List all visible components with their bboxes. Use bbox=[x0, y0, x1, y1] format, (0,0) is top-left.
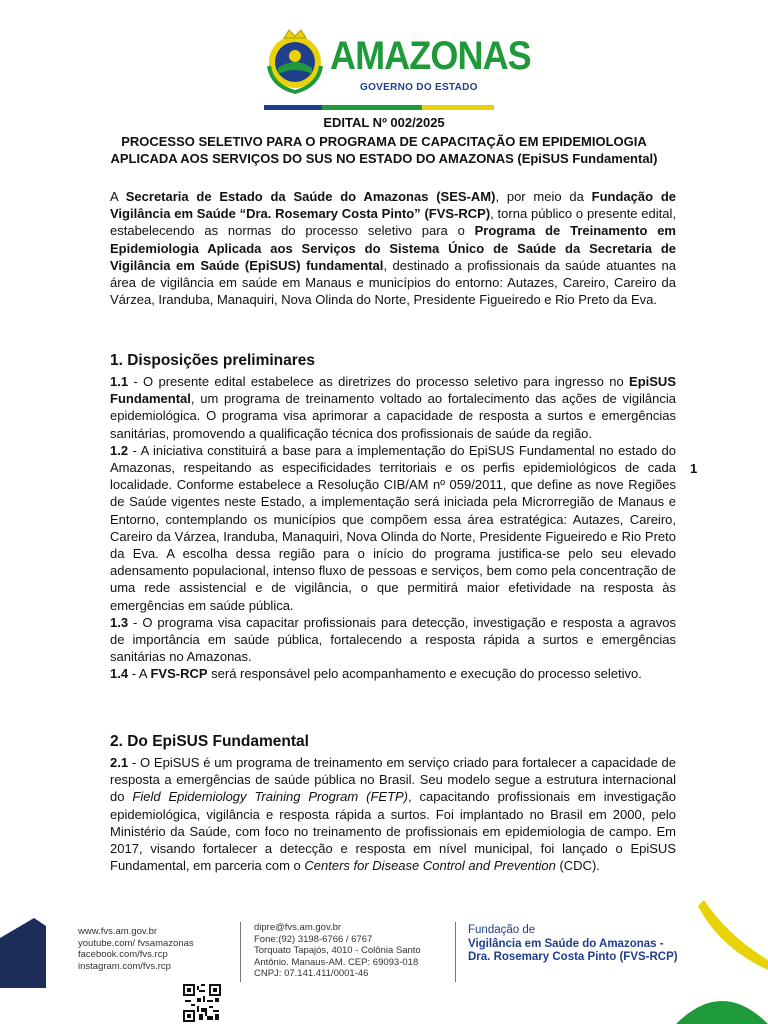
intro-fvs-rcp: Fundação de Vigilância em Saúde “Dra. Rosemary Costa Pinto” (FVS-RCP) bbox=[110, 189, 676, 222]
clause-text: - A bbox=[128, 666, 151, 682]
footer-links bbox=[78, 926, 194, 972]
footer-divider bbox=[455, 922, 456, 982]
clause-italic: Field Epidemiology Training Program (FETP) bbox=[132, 789, 409, 805]
intro-ses-am: Secretaria de Estado da Saúde do Amazonas (SES-AM) bbox=[125, 189, 496, 204]
link-youtube[interactable]: youtube.com/ fvsamazonas bbox=[78, 937, 194, 949]
logo-stripe-green bbox=[322, 105, 422, 110]
clause-text: - O presente edital estabelece as diretrizes do processo seletivo para ingresso no bbox=[128, 374, 630, 389]
contact-phone: Fone:(92) 3198-6766 / 6767 bbox=[254, 933, 373, 945]
clause-text: - A iniciativa constituirá a base para a implementação do EpiSUS Fundamental no estado do Amazonas, respeitando as especificidades territoriais e os perfis epidemiológicos de cada localidade. Conforme estabelece a Resolução CIB/AM nº 059/2011, que define as nove Regiões de Saúde vigentes neste Estado, a implementação será iniciada pela Microrregião de Manaus e Entorno, contemplando os municípios que compõem essa área estratégica: Autazes, Careiro, Careiro da Várzea, Iranduba, Manaquiri, Nova Olinda do Norte, Presidente Figueiredo e Rio Preto da Eva. A escolha dessa região para o início do programa justifica-se pelo seu elevado adensamento populacional, intenso fluxo de pessoas e serviços, bem como pela concentração de uma rede assistencial e de vigilância, o que permitirá maior efetividade na resposta às emergências em saúde pública. bbox=[110, 442, 676, 613]
clause-text: (CDC). bbox=[555, 858, 600, 874]
footer-right-shape bbox=[698, 900, 768, 970]
clause-number: 1.4 bbox=[110, 666, 129, 682]
clause-1-4 bbox=[110, 665, 676, 682]
clause-1-3 bbox=[110, 614, 676, 666]
clause-number: 1.2 bbox=[110, 442, 129, 458]
section-1-body bbox=[110, 373, 676, 683]
link-website[interactable]: www.fvs.am.gov.br bbox=[78, 926, 158, 937]
clause-text: - O EpiSUS é um programa de treinamento em serviço criado para fortalecer a capacidade de resposta a emergências de saúde pública no Brasil. Seu modelo segue a estrutura internacional do bbox=[110, 755, 676, 805]
footer-divider bbox=[240, 922, 241, 982]
contact-cnpj: CNPJ: 07.141.411/0001-46 bbox=[254, 968, 369, 980]
page-number: 1 bbox=[690, 461, 698, 476]
intro-program-name: Programa de Treinamento em Epidemiologia Aplicada aos Serviços do Sistema Único de Saúde da Secretaria de Vigilância em Saúde (EpiSUS) fundamental bbox=[110, 223, 676, 273]
document-subtitle bbox=[0, 133, 768, 167]
fundacao-line: Dra. Rosemary Costa Pinto (FVS-RCP) bbox=[468, 951, 678, 963]
footer-fundacao bbox=[468, 924, 678, 965]
clause-italic: Centers for Disease Control and Prevention bbox=[304, 858, 556, 874]
contact-address: Torquato Tapajós, 4010 - Colônia Santo bbox=[254, 945, 421, 957]
logo-title: AMAZONAS bbox=[330, 34, 531, 78]
contact-email[interactable]: dipre@fvs.am.gov.br bbox=[254, 922, 342, 933]
clause-text: , capacitando profissionais em investigação epidemiológica, vigilância e resposta rápida a surtos. Foi implantado no Brasil em 2000, pelo Ministério da Saúde, com foco no treinamento de profissionais em epidemiologia de campo. Em 2017, visando fortalecer a detecção e resposta em nível municipal, foi lançado o EpiSUS Fundamental, em parceria com o bbox=[110, 789, 676, 874]
clause-bold: EpiSUS Fundamental bbox=[110, 374, 676, 407]
clause-text: será responsável pelo acompanhamento e execução do processo seletivo. bbox=[207, 666, 642, 682]
clause-number: 1.3 bbox=[110, 614, 129, 630]
intro-text: A bbox=[110, 189, 126, 204]
link-instagram[interactable]: instagram.com/fvs.rcp bbox=[78, 960, 171, 972]
clause-text: , um programa de treinamento voltado ao fortalecimento das ações de vigilância epidemiológica. O programa visa aprimorar a capacidade de resposta a surtos e emergências sanitárias, promovendo a qualificação técnica dos profissionais de saúde da região. bbox=[110, 391, 676, 441]
intro-text: , destinado a profissionais da saúde atuantes na área de vigilância em saúde em Manaus e municípios do entorno: Autazes, Careiro, Careiro da Várzea, Iranduba, Manaquiri, Nova Olinda do Norte, Presidente Figueiredo e Rio Preto da Eva. bbox=[110, 257, 676, 308]
clause-number: 2.1 bbox=[110, 755, 129, 770]
amazonas-logo bbox=[260, 26, 531, 110]
logo-stripe-yellow bbox=[422, 105, 494, 110]
footer-bottom-shape bbox=[676, 986, 768, 1024]
clause-bold: FVS-RCP bbox=[150, 666, 208, 682]
edital-number: EDITAL Nº 002/2025 bbox=[323, 115, 445, 130]
section-2-body bbox=[110, 754, 676, 874]
link-facebook[interactable]: facebook.com/fvs.rcp bbox=[78, 949, 168, 961]
clause-2-1 bbox=[110, 754, 676, 874]
intro-text: , por meio da bbox=[495, 189, 592, 204]
section-1-heading: 1. Disposições preliminares bbox=[110, 352, 316, 369]
intro-text: , torna público o presente edital, estabelecendo as normas do processo seletivo para o bbox=[110, 206, 676, 239]
clause-1-1 bbox=[110, 373, 676, 442]
clause-1-2 bbox=[110, 442, 676, 614]
footer-contact bbox=[254, 922, 421, 980]
qr-code-icon[interactable] bbox=[183, 984, 221, 1022]
coat-of-arms-icon bbox=[264, 26, 326, 96]
clause-number: 1.1 bbox=[110, 374, 129, 389]
intro-paragraph bbox=[110, 188, 676, 308]
subtitle-line: APLICADA AOS SERVIÇOS DO SUS NO ESTADO DO AMAZONAS (EpiSUS Fundamental) bbox=[110, 151, 658, 166]
fundacao-line: Fundação de bbox=[468, 924, 536, 936]
footer-left-shape bbox=[0, 918, 48, 988]
contact-address: Antônio. Manaus-AM. CEP: 69093-018 bbox=[254, 956, 419, 968]
fundacao-line: Vigilância em Saúde do Amazonas - bbox=[468, 937, 664, 950]
logo-stripe-blue bbox=[264, 105, 322, 110]
subtitle-line: PROCESSO SELETIVO PARA O PROGRAMA DE CAPACITAÇÃO EM EPIDEMIOLOGIA bbox=[121, 134, 647, 149]
section-2-heading: 2. Do EpiSUS Fundamental bbox=[110, 733, 309, 750]
clause-text: - O programa visa capacitar profissionais para detecção, investigação e resposta a agravos de importância em saúde pública, fortalecendo a resposta rápida a surtos e emergências sanitárias no Amazonas. bbox=[110, 614, 676, 665]
logo-subtitle: GOVERNO DO ESTADO bbox=[360, 82, 478, 93]
